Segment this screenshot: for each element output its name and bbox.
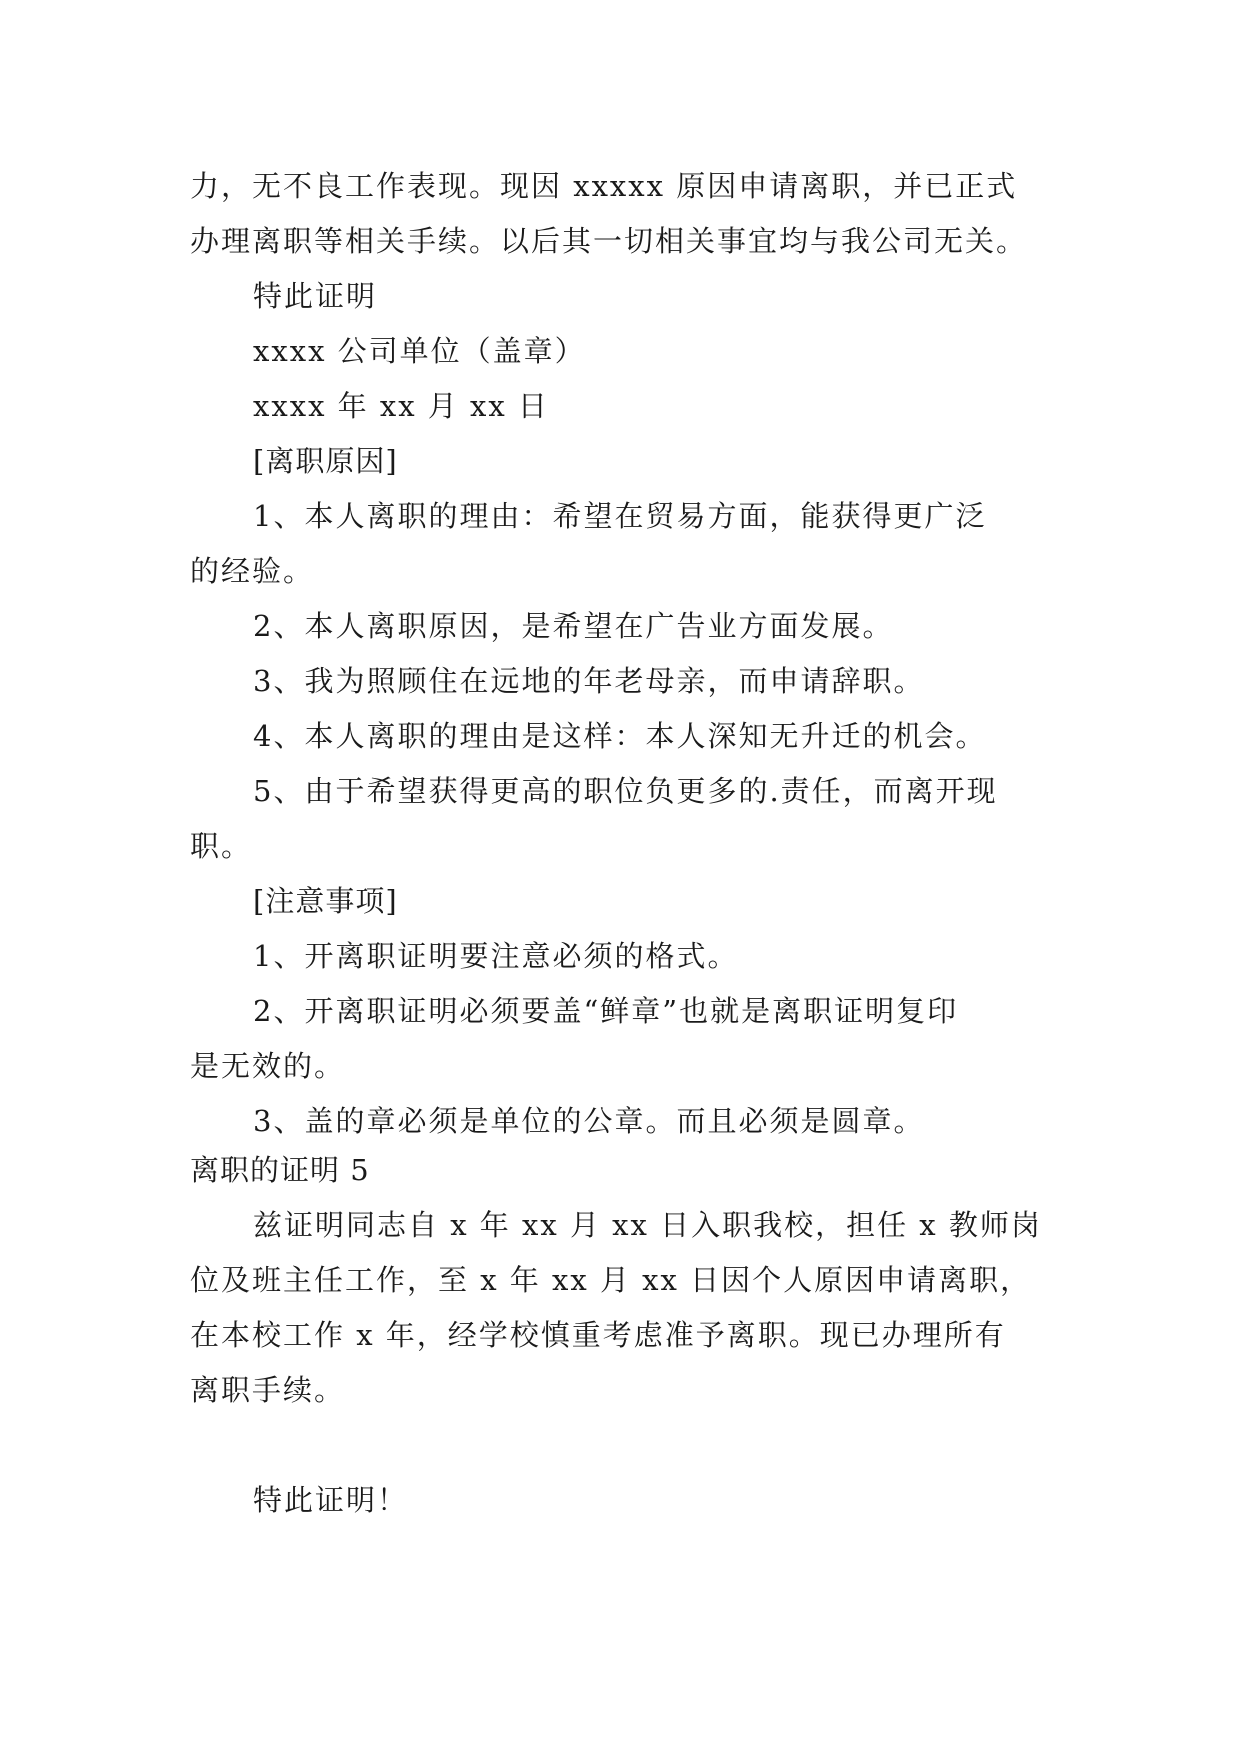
certify-line: 特此证明 bbox=[253, 279, 378, 313]
certify-line: 特此证明！ bbox=[253, 1483, 409, 1517]
reason-item: 5、由于希望获得更高的职位负更多的.责任，而离开现 bbox=[253, 774, 998, 808]
note-item: 2、开离职证明必须要盖“鲜章”也就是离职证明复印 bbox=[253, 994, 959, 1028]
body-line: 兹证明同志自 x 年 xx 月 xx 日入职我校，担任 x 教师岗 bbox=[253, 1208, 1042, 1242]
body-line: 办理离职等相关手续。以后其一切相关事宜均与我公司无关。 bbox=[190, 224, 1028, 258]
body-line: 力，无不良工作表现。现因 xxxxx 原因申请离职，并已正式 bbox=[190, 169, 1018, 203]
reason-item-continued: 的经验。 bbox=[190, 554, 315, 588]
body-line: 离职手续。 bbox=[190, 1373, 346, 1407]
company-seal-line: xxxx 公司单位（盖章） bbox=[253, 334, 586, 368]
body-line: 在本校工作 x 年，经学校慎重考虑准予离职。现已办理所有 bbox=[190, 1318, 1006, 1352]
reason-item-continued: 职。 bbox=[190, 829, 253, 863]
section-title-certificate-5: 离职的证明 5 bbox=[190, 1153, 370, 1187]
body-line: 位及班主任工作，至 x 年 xx 月 xx 日因个人原因申请离职， bbox=[190, 1263, 1032, 1297]
reason-item: 3、我为照顾住在远地的年老母亲，而申请辞职。 bbox=[253, 664, 925, 698]
reason-item: 2、本人离职原因，是希望在广告业方面发展。 bbox=[253, 609, 894, 643]
date-line: xxxx 年 xx 月 xx 日 bbox=[253, 389, 549, 423]
reason-item: 1、本人离职的理由：希望在贸易方面，能获得更广泛 bbox=[253, 499, 987, 533]
reason-item: 4、本人离职的理由是这样：本人深知无升迁的机会。 bbox=[253, 719, 987, 753]
note-item-continued: 是无效的。 bbox=[190, 1049, 346, 1083]
note-item: 3、盖的章必须是单位的公章。而且必须是圆章。 bbox=[253, 1104, 925, 1138]
section-heading-notes: [注意事项] bbox=[253, 884, 398, 918]
section-heading-reasons: [离职原因] bbox=[253, 444, 398, 478]
note-item: 1、开离职证明要注意必须的格式。 bbox=[253, 939, 739, 973]
